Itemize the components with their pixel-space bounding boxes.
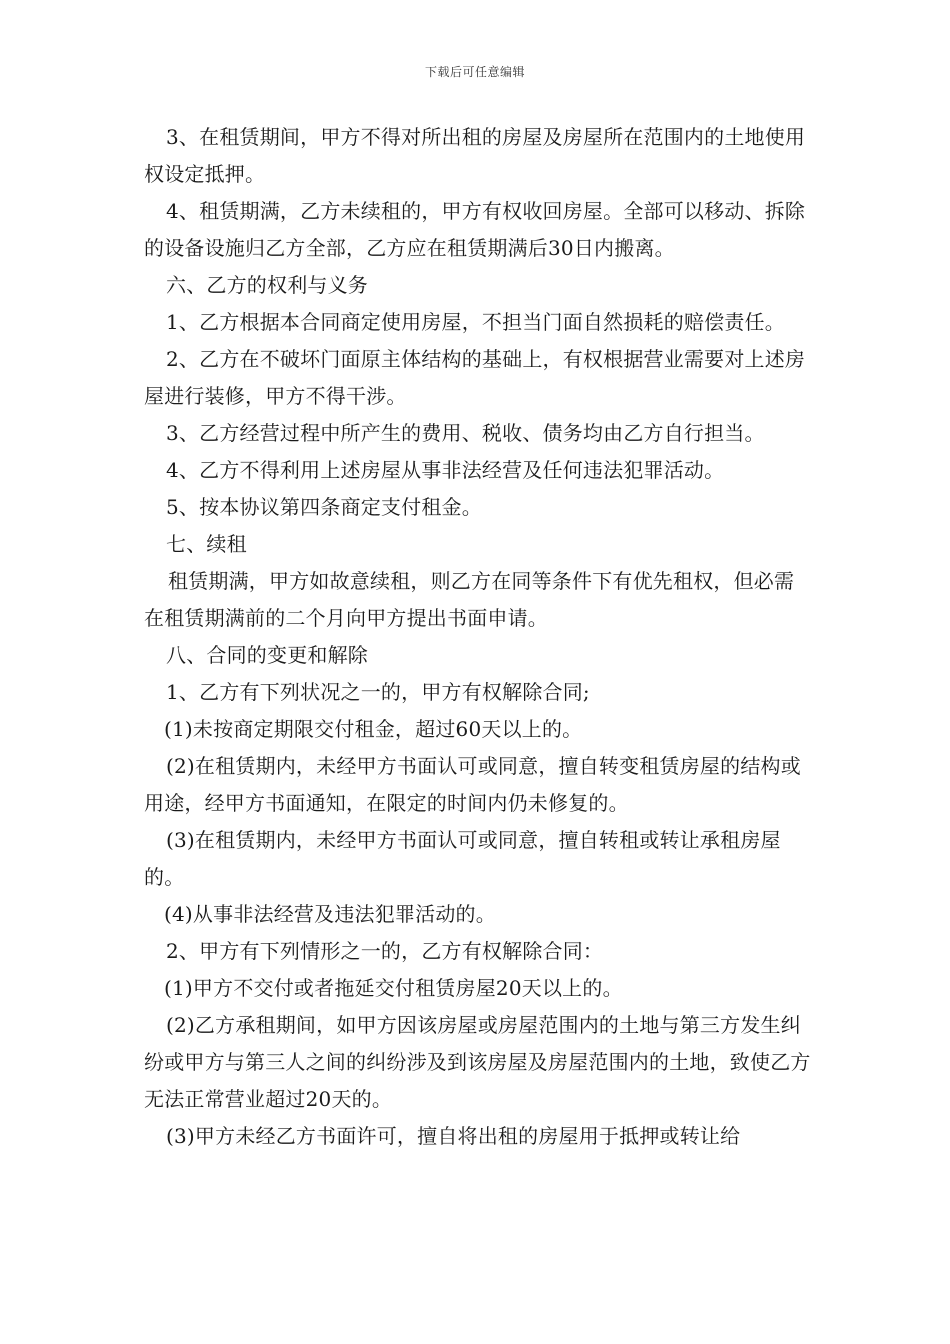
page-header: 下载后可任意编辑 [424,65,525,79]
clause-8-1-item-1: (1)未按商定期限交付租金，超过60天以上的。 [164,717,583,741]
clause-8-2: 2、甲方有下列情形之一的，乙方有权解除合同： [166,939,604,963]
section-heading-6: 六、乙方的权利与义务 [166,273,368,297]
section-heading-8: 八、合同的变更和解除 [166,643,368,667]
clause-6-3: 3、乙方经营过程中所产生的费用、税收、债务均由乙方自行担当。 [166,421,765,445]
clause-8-1-item-4: (4)从事非法经营及违法犯罪活动的。 [164,902,496,926]
clause-6-1: 1、乙方根据本合同商定使用房屋，不担当门面自然损耗的赔偿责任。 [166,310,785,334]
clause-8-1-item-2: (2)在租赁期内，未经甲方书面认可或同意，擅自转变租赁房屋的结构或用途，经甲方书面通知，在限定的时间内仍未修复的。 [144,754,801,815]
clause-5-3: 3、在租赁期间，甲方不得对所出租的房屋及房屋所在范围内的土地使用权设定抵押。 [144,125,806,186]
clause-8-1: 1、乙方有下列状况之一的，甲方有权解除合同; [166,680,590,704]
clause-8-1-item-3: (3)在租赁期内，未经甲方书面认可或同意，擅自转租或转让承租房屋的。 [144,828,781,889]
clause-5-4: 4、租赁期满，乙方未续租的，甲方有权收回房屋。全部可以移动、拆除的设备设施归乙方全部，乙方应在租赁期满后30日内搬离。 [144,199,806,260]
clause-8-2-item-2: (2)乙方承租期间，如甲方因该房屋或房屋范围内的土地与第三方发生纠纷或甲方与第三人之间的纠纷涉及到该房屋及房屋范围内的土地，致使乙方无法正常营业超过20天的。 [144,1013,811,1111]
clause-7-renewal: 租赁期满，甲方如故意续租，则乙方在同等条件下有优先租权，但必需在租赁期满前的二个月向甲方提出书面申请。 [144,569,795,630]
clause-6-5: 5、按本协议第四条商定支付租金。 [166,495,482,519]
section-heading-7: 七、续租 [166,532,247,556]
clause-6-2: 2、乙方在不破坏门面原主体结构的基础上，有权根据营业需要对上述房屋进行装修，甲方不得干涉。 [144,347,806,408]
document-body [144,119,814,1155]
clause-6-4: 4、乙方不得利用上述房屋从事非法经营及任何违法犯罪活动。 [166,458,725,482]
clause-8-2-item-3: (3)甲方未经乙方书面许可，擅自将出租的房屋用于抵押或转让给 [166,1124,741,1148]
clause-8-2-item-1: (1)甲方不交付或者拖延交付租赁房屋20天以上的。 [164,976,623,1000]
